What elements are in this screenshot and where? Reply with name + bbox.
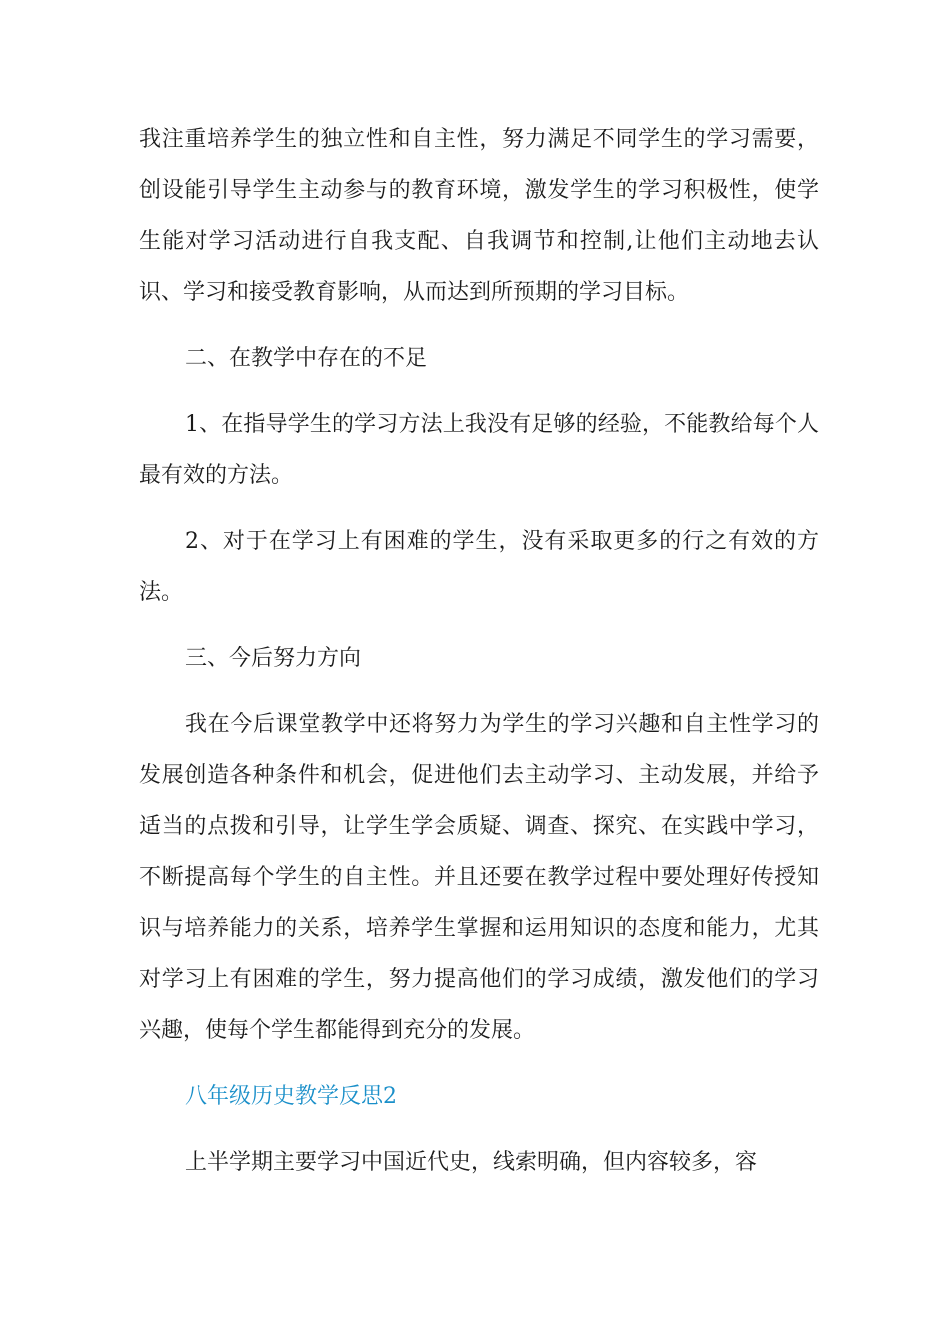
paragraph-second-section-intro: 上半学期主要学习中国近代史，线索明确，但内容较多，容 xyxy=(185,1150,758,1175)
paragraph-shortcoming-2: 2、对于在学习上有困难的学生，没有采取更多的行之有效的方法。 xyxy=(139,529,819,605)
paragraph-shortcoming-1: 1、在指导学生的学习方法上我没有足够的经验，不能教给每个人最有效的方法。 xyxy=(139,412,819,488)
document-body xyxy=(139,114,819,1188)
heading-shortcomings: 二、在教学中存在的不足 xyxy=(185,346,428,371)
heading-future-direction: 三、今后努力方向 xyxy=(185,646,362,671)
paragraph-future-plan: 我在今后课堂教学中还将努力为学生的学习兴趣和自主性学习的发展创造各种条件和机会，促进他们去主动学习、主动发展，并给予适当的点拨和引导，让学生学会质疑、调查、探究、在实践中学习，不断提高每个学生的自主性。并且还要在教学过程中要处理好传授知识与培养能力的关系，培养学生掌握和运用知识的态度和能力，尤其对学习上有困难的学生，努力提高他们的学习成绩，激发他们的学习兴趣，使每个学生都能得到充分的发展。 xyxy=(139,712,819,1043)
paragraph-self-directed-learning: 我注重培养学生的独立性和自主性，努力满足不同学生的学习需要，创设能引导学生主动参与的教育环境，激发学生的学习积极性，使学生能对学习活动进行自我支配、自我调节和控制,让他们主动地去认识、学习和接受教育影响，从而达到所预期的学习目标。 xyxy=(139,127,819,305)
section-title-link[interactable]: 八年级历史教学反思2 xyxy=(185,1084,397,1109)
